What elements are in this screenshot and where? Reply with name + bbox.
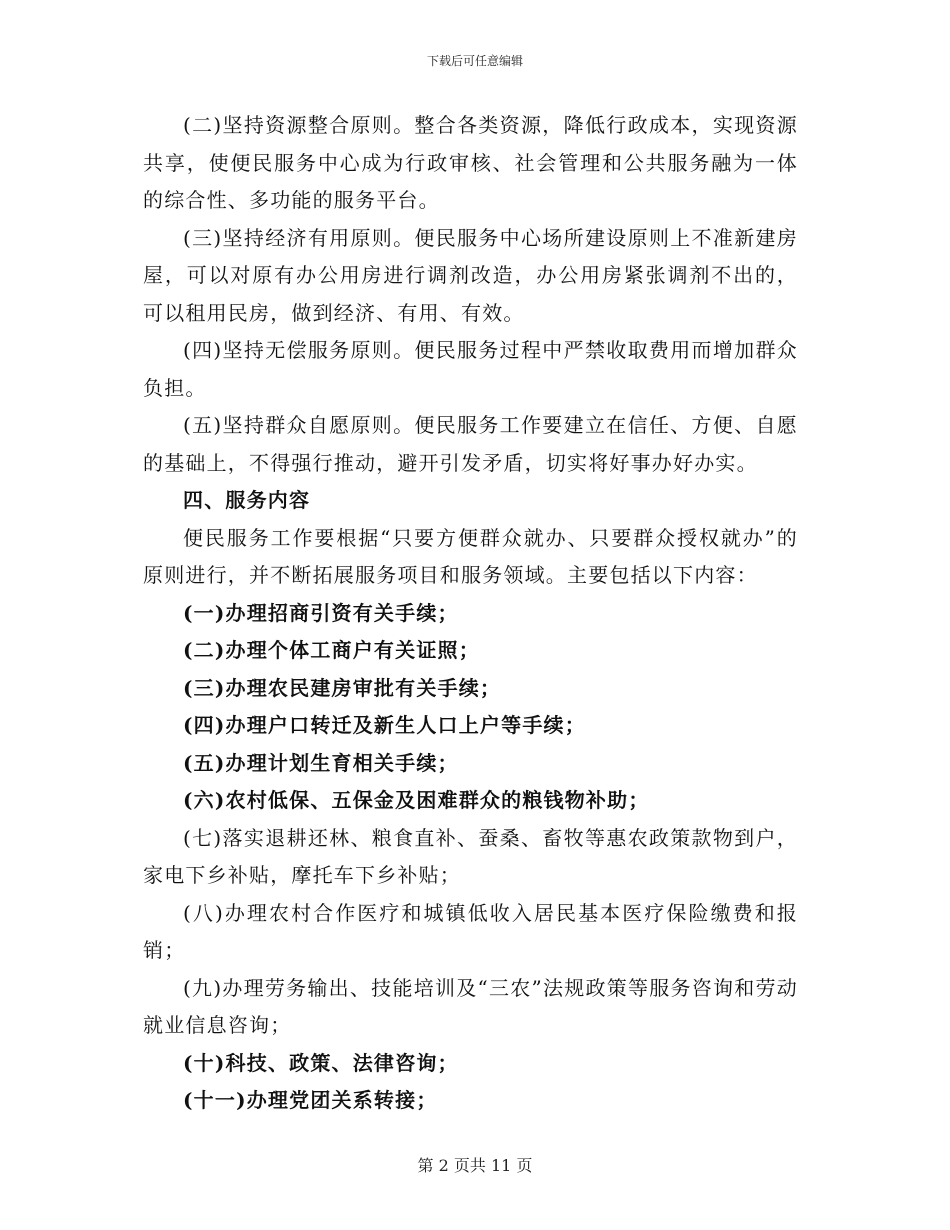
paragraph-free-service: (四)坚持无偿服务原则。便民服务过程中严禁收取费用而增加群众负担。 — [143, 338, 798, 400]
paragraph-resource-integration: (二)坚持资源整合原则。整合各类资源，降低行政成本，实现资源共享，使便民服务中心成为行政审核、社会管理和公共服务融为一体的综合性、多功能的服务平台。 — [143, 113, 798, 212]
document-body — [143, 107, 798, 1120]
list-item-medical-insurance: (八)办理农村合作医疗和城镇低收入居民基本医疗保险缴费和报销； — [143, 900, 798, 962]
list-item-housing-approval: (三)办理农民建房审批有关手续； — [183, 675, 502, 700]
list-item-labor-consulting: (九)办理劳务输出、技能培训及“三农”法规政策等服务咨询和劳动就业信息咨询； — [143, 975, 798, 1037]
list-item-business-license: (二)办理个体工商户有关证照； — [183, 638, 480, 662]
list-item-investment: (一)办理招商引资有关手续； — [183, 600, 459, 625]
page-number: 第 2 页共 11 页 — [417, 1156, 533, 1175]
list-item-subsidies: (六)农村低保、五保金及困难群众的粮钱物补助； — [183, 788, 650, 812]
page-header: 下载后可任意编辑 — [426, 54, 523, 68]
list-item-family-planning: (五)办理计划生育相关手续； — [183, 750, 459, 775]
list-item-tech-legal-consulting: (十)科技、政策、法律咨询； — [183, 1050, 459, 1075]
list-item-party-transfer: (十一)办理党团关系转接； — [183, 1088, 438, 1112]
paragraph-economic-useful: (三)坚持经济有用原则。便民服务中心场所建设原则上不准新建房屋，可以对原有办公用房进行调剂改造，办公用房紧张调剂不出的，可以租用民房，做到经济、有用、有效。 — [143, 225, 798, 325]
paragraph-service-intro: 便民服务工作要根据“只要方便群众就办、只要群众授权就办”的原则进行，并不断拓展服务项目和服务领域。主要包括以下内容： — [143, 525, 798, 587]
list-item-agricultural-policy: (七)落实退耕还林、粮食直补、蚕桑、畜牧等惠农政策款物到户，家电下乡补贴，摩托车下乡补贴； — [143, 825, 798, 887]
paragraph-voluntary: (五)坚持群众自愿原则。便民服务工作要建立在信任、方便、自愿的基础上，不得强行推动，避开引发矛盾，切实将好事办好办实。 — [143, 413, 798, 475]
list-item-household-registration: (四)办理户口转迁及新生人口上户等手续； — [183, 713, 586, 737]
section-heading-service-content: 四、服务内容 — [183, 488, 311, 512]
